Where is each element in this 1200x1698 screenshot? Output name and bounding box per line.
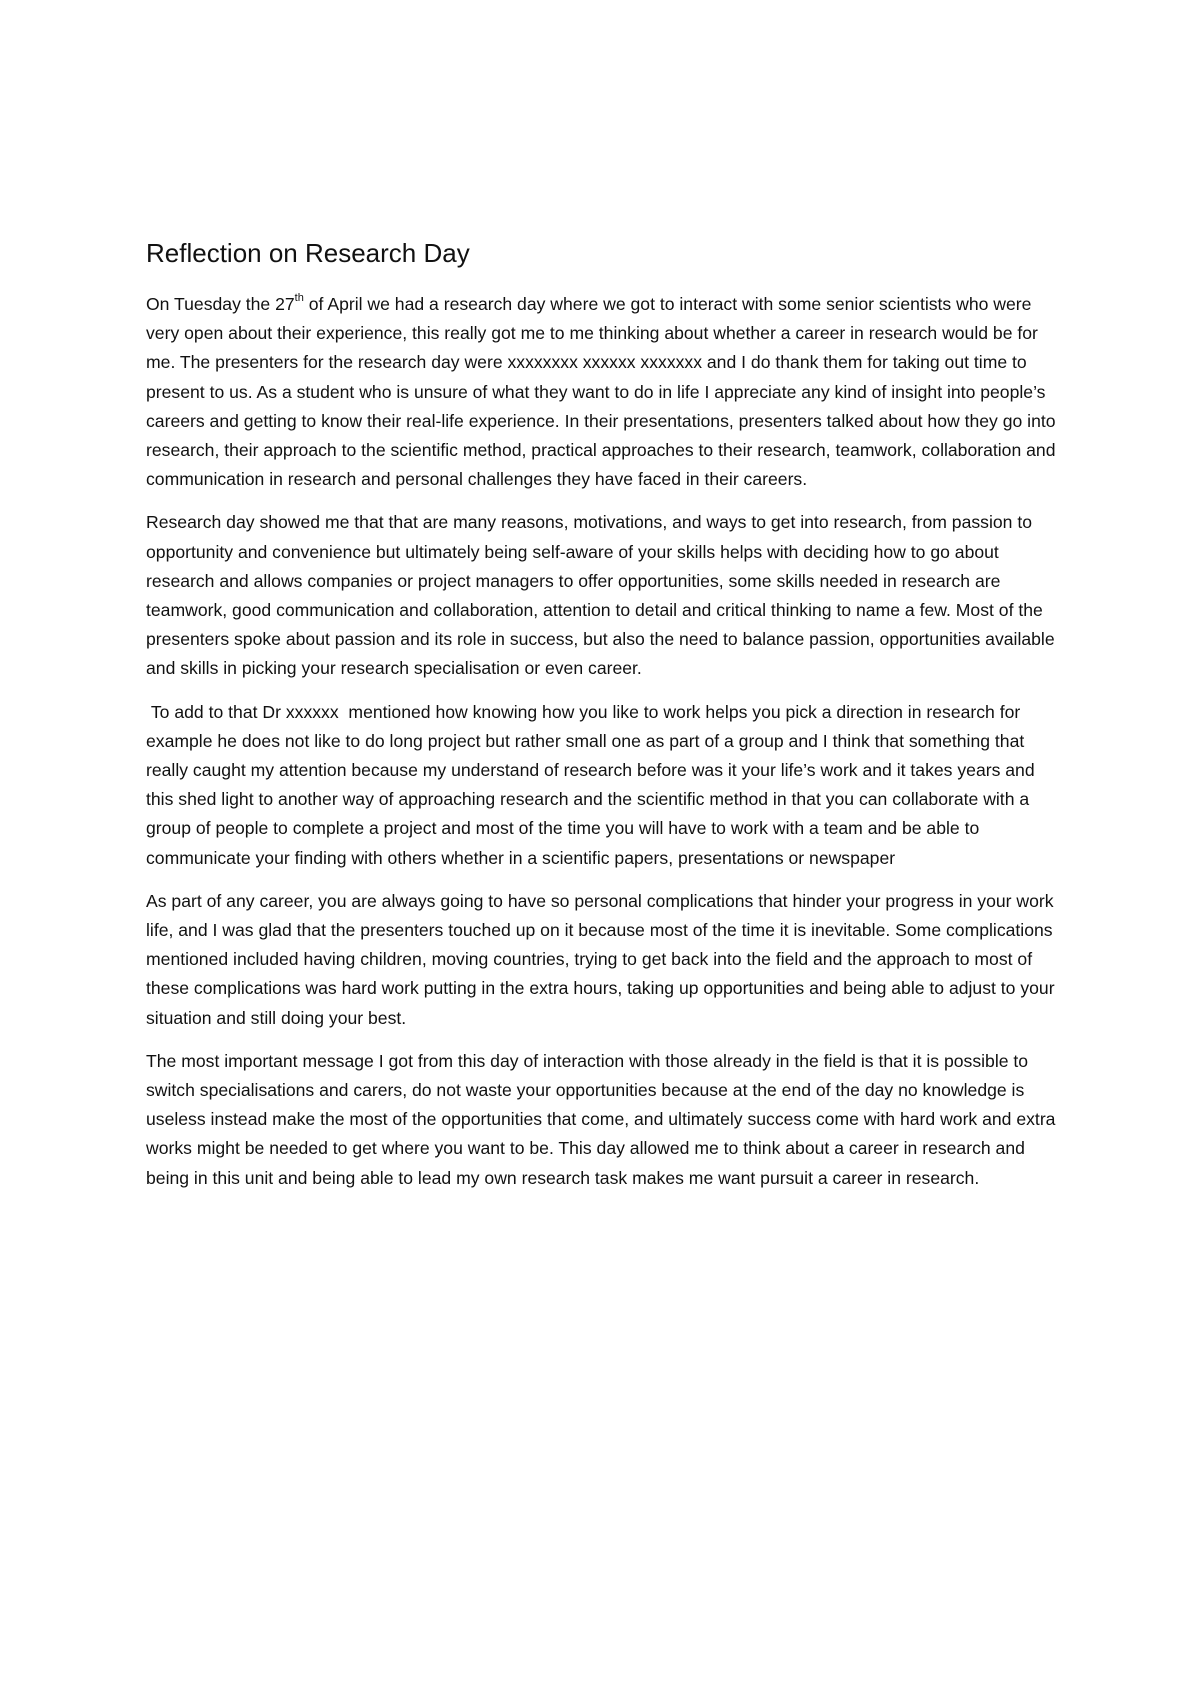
- paragraph-3: To add to that Dr xxxxxx mentioned how knowing how you like to work helps you pick a direction in research for example he does not like to do long project but rather small one as part of a group and I think that something that really caught my attention because my understand of research before was it your life’s work and it takes years and this shed light to another way of approaching research and the scientific method in that you can collaborate with a group of people to complete a project and most of the time you will have to work with a team and be able to communicate your finding with others whether in a scientific papers, presentations or newspaper: [146, 701, 1040, 868]
- paragraph-intro: [146, 290, 1066, 494]
- paragraph-2: Research day showed me that that are many reasons, motivations, and ways to get into research, from passion to opportunity and convenience but ultimately being self-aware of your skills helps with deciding how to go about research and allows companies or project managers to offer opportunities, some skills needed in research are teamwork, good communication and collaboration, attention to detail and critical thinking to name a few. Most of the presenters spoke about passion and its role in success, but also the need to balance passion, opportunities available and skills in picking your research specialisation or even career.: [146, 512, 1055, 679]
- intro-text-start: On Tuesday the 27: [146, 294, 295, 314]
- paragraph-4: As part of any career, you are always going to have so personal complications that hinder your progress in your work life, and I was glad that the presenters touched up on it because most of the time it is inevitable. Some complications mentioned included having children, moving countries, trying to get back into the field and the approach to most of these complications was hard work putting in the extra hours, taking up opportunities and being able to adjust to your situation and still doing your best.: [146, 890, 1055, 1028]
- intro-text-rest: of April we had a research day where we got to interact with some senior scientists who were very open about their experience, this really got me to me thinking about whether a career in research would be for me. The presenters for the research day were xxxxxxxx xxxxxx xxxxxxx and I do thank them for taking out time to present to us. As a student who is unsure of what they want to do in life I appreciate any kind of insight into people’s careers and getting to know their real-life experience. In their presentations, presenters talked about how they go into research, their approach to the scientific method, practical approaches to their research, teamwork, collaboration and communication in research and personal challenges they have faced in their careers.: [146, 294, 1056, 490]
- date-superscript: th: [294, 292, 304, 305]
- document-title: Reflection on Research Day: [146, 238, 470, 268]
- paragraph-5: The most important message I got from this day of interaction with those already in the field is that it is possible to switch specialisations and carers, do not waste your opportunities because at the end of the day no knowledge is useless instead make the most of the opportunities that come, and ultimately success come with hard work and extra works might be needed to get where you want to be. This day allowed me to think about a career in research and being in this unit and being able to lead my own research task makes me want pursuit a career in research.: [146, 1050, 1056, 1188]
- document-body: [146, 236, 1066, 1207]
